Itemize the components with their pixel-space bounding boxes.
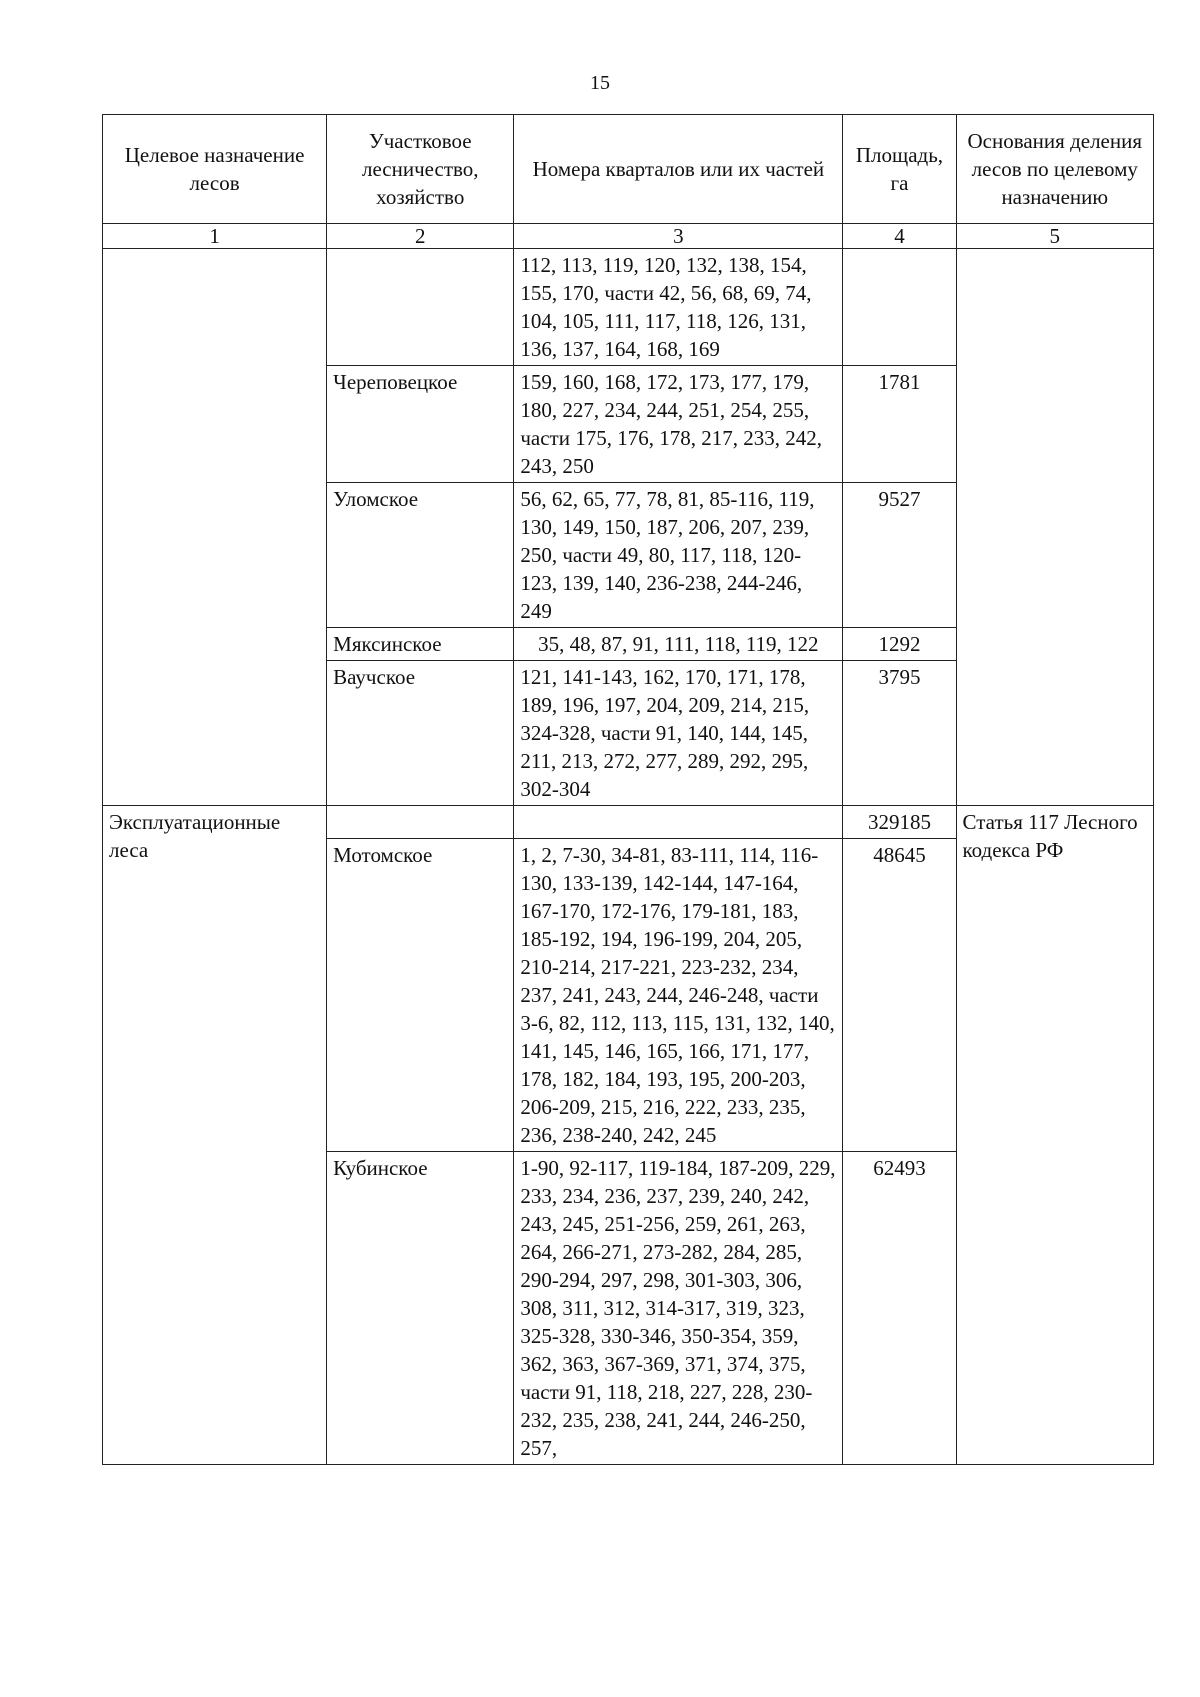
quarters-cell: 159, 160, 168, 172, 173, 177, 179, 180, 227, 234, 244, 251, 254, 255, части 175, 176, 178, 217, 233, 242, 243, 250 [514, 366, 843, 483]
purpose-cell-empty [103, 249, 327, 806]
column-number: 1 [103, 224, 327, 249]
header-basis: Основания деления лесов по целевому назначению [956, 115, 1153, 224]
forestry-cell [327, 249, 514, 366]
forestry-cell-empty [327, 806, 514, 839]
column-number: 4 [843, 224, 956, 249]
total-area-cell: 329185 [843, 806, 956, 839]
table-row-exploitation-total [103, 806, 1154, 839]
column-number-row [103, 224, 1154, 249]
area-cell: 3795 [843, 661, 956, 806]
area-cell [843, 249, 956, 366]
table-row [103, 249, 1154, 366]
basis-cell-empty [956, 249, 1153, 806]
quarters-cell: 35, 48, 87, 91, 111, 118, 119, 122 [514, 628, 843, 661]
header-forestry: Участковое лесничество, хозяйство [327, 115, 514, 224]
header-purpose: Целевое назначение лесов [103, 115, 327, 224]
basis-cell: Статья 117 Лесного кодекса РФ [956, 806, 1153, 1465]
column-number: 3 [514, 224, 843, 249]
area-cell: 48645 [843, 839, 956, 1152]
quarters-cell: 1-90, 92-117, 119-184, 187-209, 229, 233, 234, 236, 237, 239, 240, 242, 243, 245, 251-256, 259, 261, 263, 264, 266-271, 273-282, 284, 285, 290-294, 297, 298, 301-303, 306, 308, 311, 312, 314-317, 319, 323, 325-328, 330-346, 350-354, 359, 362, 363, 367-369, 371, 374, 375, части 91, 118, 218, 227, 228, 230-232, 235, 238, 241, 244, 246-250, 257, [514, 1152, 843, 1465]
forestry-cell: Мяксинское [327, 628, 514, 661]
header-row [103, 115, 1154, 224]
area-cell: 1292 [843, 628, 956, 661]
area-cell: 1781 [843, 366, 956, 483]
page-number: 15 [590, 72, 610, 94]
forestry-cell: Уломское [327, 483, 514, 628]
quarters-cell: 121, 141-143, 162, 170, 171, 178, 189, 196, 197, 204, 209, 214, 215, 324-328, части 91, 140, 144, 145, 211, 213, 272, 277, 289, 292, 295, 302-304 [514, 661, 843, 806]
quarters-cell: 1, 2, 7-30, 34-81, 83-111, 114, 116-130, 133-139, 142-144, 147-164, 167-170, 172-176, 179-181, 183, 185-192, 194, 196-199, 204, 205, 210-214, 217-221, 223-232, 234, 237, 241, 243, 244, 246-248, части 3-6, 82, 112, 113, 115, 131, 132, 140, 141, 145, 146, 165, 166, 171, 177, 178, 182, 184, 193, 195, 200-203, 206-209, 215, 216, 222, 233, 235, 236, 238-240, 242, 245 [514, 839, 843, 1152]
forest-purpose-table [102, 114, 1154, 1465]
quarters-cell: 112, 113, 119, 120, 132, 138, 154, 155, 170, части 42, 56, 68, 69, 74, 104, 105, 111, 117, 118, 126, 131, 136, 137, 164, 168, 169 [514, 249, 843, 366]
column-number: 2 [327, 224, 514, 249]
forestry-cell: Ваучское [327, 661, 514, 806]
header-area: Площадь, га [843, 115, 956, 224]
purpose-cell: Эксплуатационные леса [103, 806, 327, 1465]
forestry-cell: Кубинское [327, 1152, 514, 1465]
area-cell: 9527 [843, 483, 956, 628]
header-quarters: Номера кварталов или их частей [514, 115, 843, 224]
quarters-cell-empty [514, 806, 843, 839]
area-cell: 62493 [843, 1152, 956, 1465]
quarters-cell: 56, 62, 65, 77, 78, 81, 85-116, 119, 130, 149, 150, 187, 206, 207, 239, 250, части 49, 80, 117, 118, 120-123, 139, 140, 236-238, 244-246, 249 [514, 483, 843, 628]
column-number: 5 [956, 224, 1153, 249]
forestry-cell: Череповецкое [327, 366, 514, 483]
forestry-cell: Мотомское [327, 839, 514, 1152]
